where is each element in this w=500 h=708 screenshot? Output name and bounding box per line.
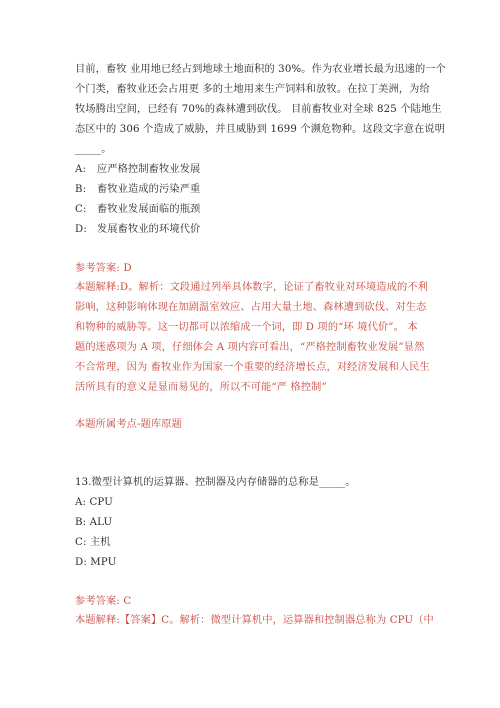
q12-stem-line-1: 目前，畜牧 业用地已经占到地球土地面积的 30%。作为农业增长最为迅速的一个 [75, 64, 447, 75]
q13-option-b [75, 516, 112, 530]
option-text: MPU [90, 557, 117, 568]
option-text: 应严格控制畜牧业发展 [97, 164, 201, 175]
option-letter: D: [75, 557, 87, 568]
q12-explanation-line-4: 题的迷惑项为 A 项，仔细体会 A 项内容可看出，“严格控制畜牧业发展”显然 [75, 342, 425, 353]
option-letter: B: [75, 517, 87, 528]
q13-option-d [75, 556, 116, 570]
q13-option-a [75, 496, 113, 510]
q12-option-b [75, 183, 200, 197]
option-letter: C: [75, 204, 87, 215]
option-text: 主机 [89, 537, 111, 548]
q13-option-c [75, 536, 111, 550]
q12-option-c [75, 203, 200, 217]
q12-explanation-line-2: 影响，这种影响体现在加剧温室效应、占用大量土地、森林遭到砍伐、对生态 [75, 302, 427, 313]
q12-option-d [75, 223, 200, 237]
option-letter: A: [75, 497, 87, 508]
option-letter: B: [75, 184, 87, 195]
q12-stem-line-4: 态区中的 306 个造成了威胁，并且威胁到 1699 个濒危物种。这段文字意在说明 [75, 124, 446, 135]
q12-explanation-line-1: 本题解释:D。解析：文段通过列举具体数字，论证了畜牧业对环境造成的不利 [75, 282, 429, 293]
q12-stem-line-5: _____。 [75, 144, 112, 155]
option-text: 畜牧业造成的污染严重 [97, 184, 201, 195]
option-text: CPU [89, 497, 113, 508]
option-letter: A: [75, 164, 87, 175]
q13-explanation-line-1: 本题解释:【答案】C。解析：微型计算机中，运算器和控制器总称为 CPU（中 [75, 615, 434, 626]
option-letter: D: [75, 224, 87, 235]
option-text: 发展畜牧业的环境代价 [97, 224, 201, 235]
q12-explanation-line-3: 和物种的威胁等。这一切都可以浓缩成一个词，即 D 项的“环 境代价”。 本 [75, 322, 418, 333]
q12-explanation-line-6: 活所具有的意义是显而易见的，所以不可能“严 格控制” [75, 382, 327, 393]
q12-option-a [75, 163, 200, 177]
q12-explanation-line-5: 不合常理，因为 畜牧业作为国家一个重要的经济增长点，对经济发展和人民生 [75, 362, 430, 373]
q12-topic: 本题所属考点-题库原题 [75, 419, 182, 430]
q13-stem: 13.微型计算机的运算器、控制器及内存储器的总称是_____。 [75, 477, 356, 488]
option-text: 畜牧业发展面临的瓶颈 [97, 204, 201, 215]
option-text: ALU [89, 517, 113, 528]
q13-answer: 参考答案: C [75, 596, 132, 607]
q12-answer: 参考答案: D [75, 263, 132, 274]
q12-stem-line-3: 牧场腾出空间，已经有 70%的森林遭到砍伐。 目前畜牧业对全球 825 个陆地生 [75, 104, 442, 115]
q12-stem-line-2: 个门类，畜牧业还会占用更 多的土地用来生产饲料和放牧。在拉丁美洲，为给 [75, 84, 430, 95]
option-letter: C: [75, 537, 87, 548]
